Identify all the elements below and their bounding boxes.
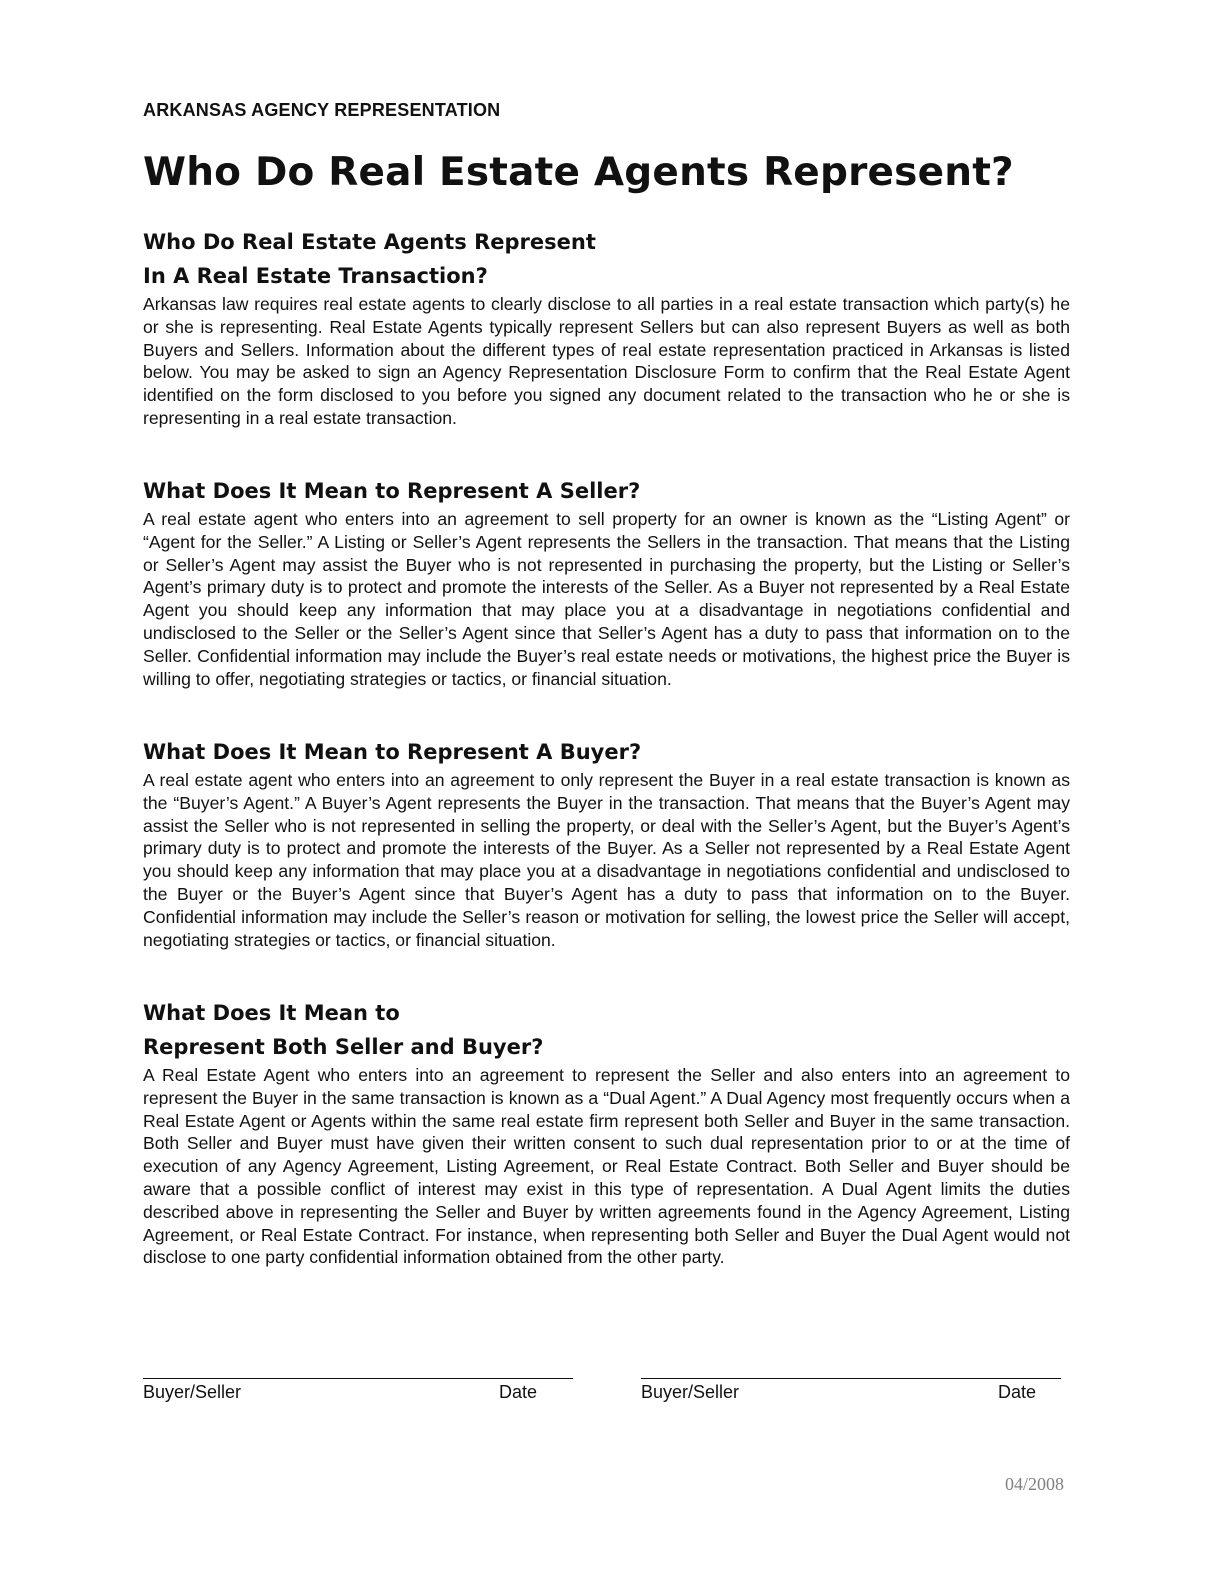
- signature-label-date-2: Date: [998, 1382, 1037, 1402]
- section-heading-line1: Who Do Real Estate Agents Represent: [143, 230, 596, 254]
- signature-label-party-1: Buyer/Seller: [143, 1382, 242, 1402]
- signature-label-date-1: Date: [499, 1382, 538, 1402]
- section-heading: What Does It Mean to Represent A Buyer?: [143, 740, 642, 764]
- signature-label-party-2: Buyer/Seller: [641, 1382, 740, 1402]
- section-heading-line1: What Does It Mean to: [143, 1001, 400, 1025]
- section-body: A real estate agent who enters into an agreement to only represent the Buyer in a real estate transaction is known as the “Buyer’s Agent.” A Buyer’s Agent represents the Buyer in the transaction. That means that the Buyer’s Agent may assist the Seller who is not represented in selling the property, or deal with the Seller’s Agent, but the Buyer’s Agent’s primary duty is to protect and promote the interests of the Buyer. As a Seller not represented by a Real Estate Agent you should keep any information that may place you at a disadvantage in negotiations confidential and undisclosed to the Buyer or the Buyer’s Agent since that Buyer’s Agent has a duty to pass that information on to the Buyer. Confidential information may include the Seller’s reason or motivation for selling, the lowest price the Seller will accept, negotiating strategies or tactics, or financial situation.: [143, 770, 1070, 950]
- section-heading: What Does It Mean to Represent A Seller?: [143, 479, 641, 503]
- signature-line-2[interactable]: [641, 1378, 1061, 1379]
- revision-date: 04/2008: [1005, 1474, 1065, 1494]
- section-heading-line2: Represent Both Seller and Buyer?: [143, 1035, 544, 1059]
- section-represent-both: [143, 996, 1070, 1269]
- signature-line-1[interactable]: [143, 1378, 573, 1379]
- document-kicker: ARKANSAS AGENCY REPRESENTATION: [143, 100, 501, 120]
- section-body: A Real Estate Agent who enters into an agreement to represent the Seller and also enters into an agreement to represent the Buyer in the same transaction is known as a “Dual Agent.” A Dual Agency most frequently occurs when a Real Estate Agent or Agents within the same real estate firm represent both Seller and Buyer in the same transaction. Both Seller and Buyer must have given their written consent to such dual representation prior to or at the time of execution of any Agency Agreement, Listing Agreement, or Real Estate Contract. Both Seller and Buyer should be aware that a possible conflict of interest may exist in this type of representation. A Dual Agent limits the duties described above in representing the Seller and Buyer by written agreements found in the Agency Agreement, Listing Agreement, or Real Estate Contract. For instance, when representing both Seller and Buyer the Dual Agent would not disclose to one party confidential information obtained from the other party.: [143, 1065, 1070, 1268]
- page-title: Who Do Real Estate Agents Represent?: [143, 150, 1014, 195]
- section-body: Arkansas law requires real estate agents to clearly disclose to all parties in a real estate transaction which party(s) he or she is representing. Real Estate Agents typically represent Sellers but can also represent Buyers as well as both Buyers and Sellers. Information about the different types of real estate representation practiced in Arkansas is listed below. You may be asked to sign an Agency Representation Disclosure Form to confirm that the Real Estate Agent identified on the form disclosed to you before you signed any document related to the transaction who he or she is representing in a real estate transaction.: [143, 294, 1070, 428]
- section-heading-line2: In A Real Estate Transaction?: [143, 264, 488, 288]
- section-who-do-agents-represent: [143, 225, 1070, 430]
- section-represent-seller: [143, 474, 1070, 690]
- section-represent-buyer: [143, 735, 1070, 951]
- section-body: A real estate agent who enters into an agreement to sell property for an owner is known as the “Listing Agent” or “Agent for the Seller.” A Listing or Seller’s Agent represents the Sellers in the transaction. That means that the Listing or Seller’s Agent may assist the Buyer who is not represented in purchasing the property, but the Listing or Seller’s Agent’s primary duty is to protect and promote the interests of the Seller. As a Buyer not represented by a Real Estate Agent you should keep any information that may place you at a disadvantage in negotiations confidential and undisclosed to the Seller or the Seller’s Agent since that Seller’s Agent has a duty to pass that information on to the Seller. Confidential information may include the Buyer’s real estate needs or motivations, the highest price the Buyer is willing to offer, negotiating strategies or tactics, or financial situation.: [143, 509, 1070, 689]
